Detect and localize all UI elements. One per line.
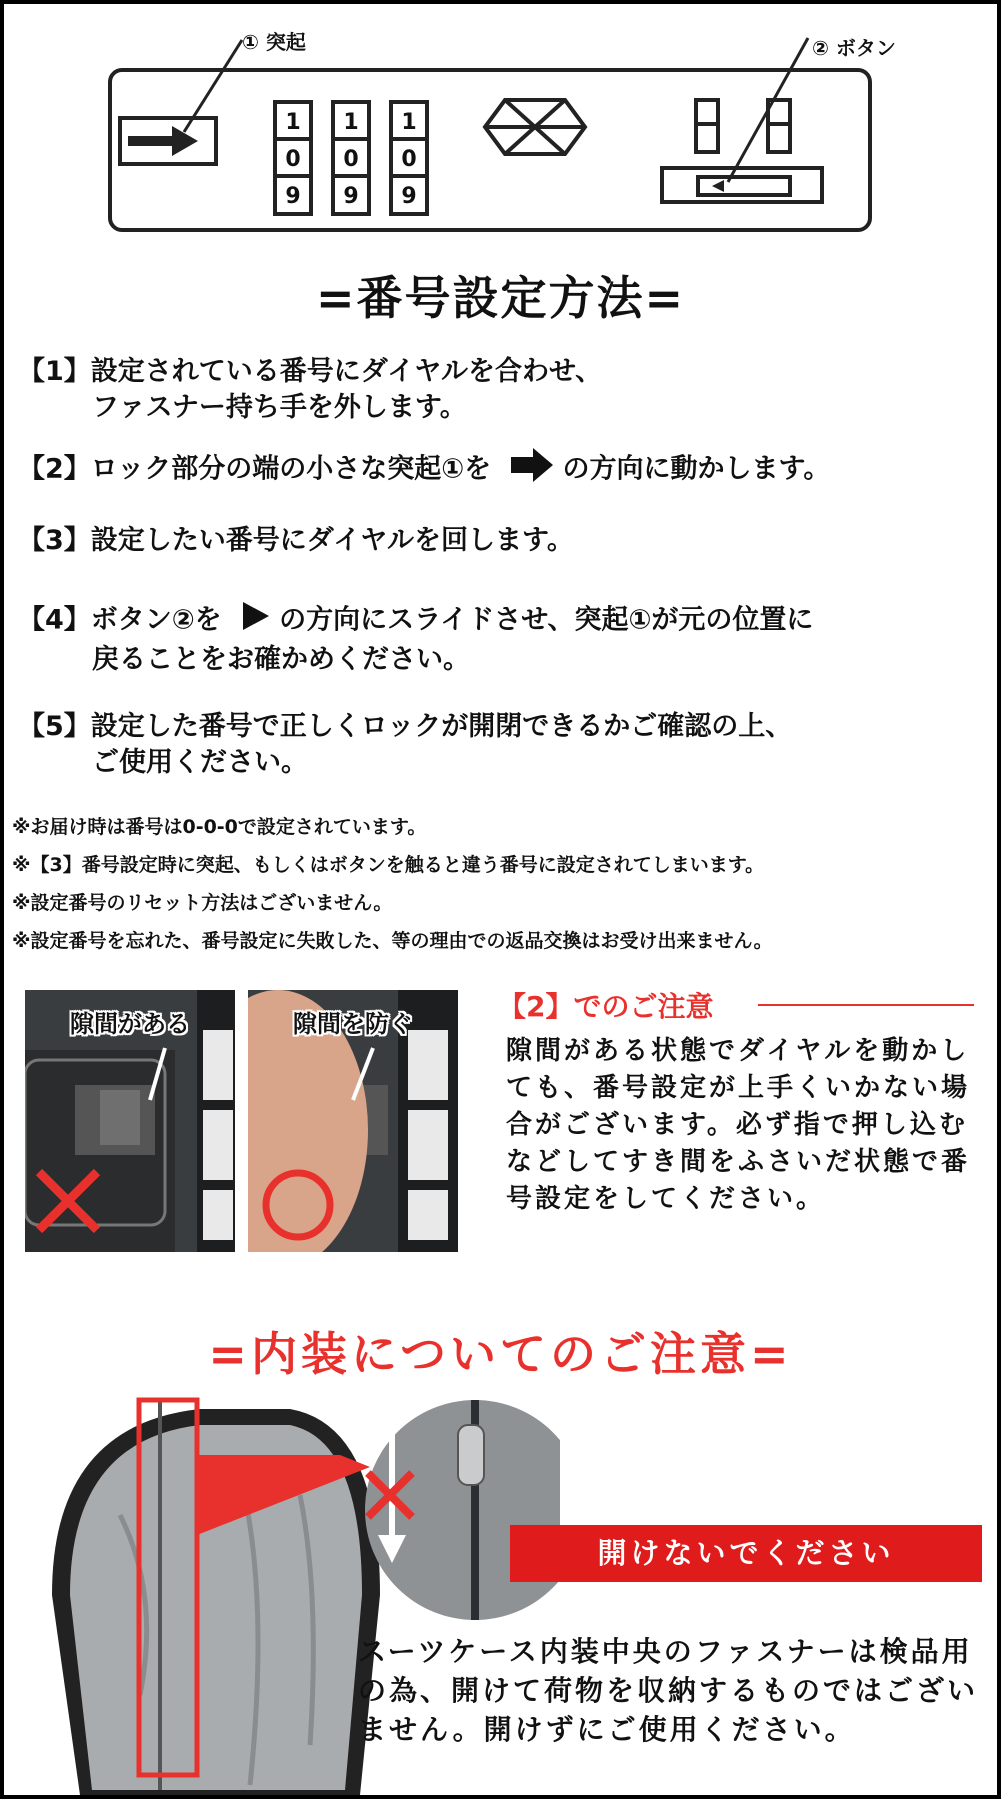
prevent-gap-label: 隙間を防ぐ	[293, 1010, 413, 1038]
step-3-line1: 設定したい番号にダイヤルを回します。	[90, 525, 574, 556]
dial-1-mid: 0	[285, 147, 301, 172]
step-1-line1: 設定されている番号にダイヤルを合わせ、	[90, 356, 603, 387]
dial-1-top: 1	[285, 110, 301, 135]
step-5-number: 【5】	[18, 711, 91, 742]
interior-title: =内装についてのご注意=	[208, 1327, 793, 1381]
note-2: ※【3】番号設定時に突起、もしくはボタンを触ると違う番号に設定されてしまいます。	[12, 854, 765, 876]
photo-gap-good	[248, 990, 458, 1252]
lock-diagram-drawing	[100, 20, 900, 240]
caution-divider	[758, 1004, 974, 1006]
step-1-number: 【1】	[18, 356, 91, 387]
step-4	[18, 600, 813, 678]
play-triangle-icon	[239, 600, 271, 642]
note-1: ※お届け時は番号は0-0-0で設定されています。	[12, 816, 427, 838]
photo-gap-bad	[25, 990, 235, 1252]
step-5	[18, 709, 792, 781]
dial-3-top: 1	[401, 110, 417, 135]
page-title: =番号設定方法=	[315, 271, 686, 325]
step-4-number: 【4】	[18, 604, 91, 636]
step-2-text-after: の方向に動かします。	[562, 453, 831, 485]
step-3	[18, 523, 574, 559]
step-4-line2: 戻ることをお確かめください。	[92, 644, 470, 675]
lock-diagram	[100, 20, 900, 240]
button-label: ② ボタン	[812, 36, 896, 60]
dial-2-bottom: 9	[343, 184, 359, 209]
note-3: ※設定番号のリセット方法はございません。	[12, 892, 393, 914]
dial-3-mid: 0	[401, 147, 417, 172]
interior-description: スーツケース内装中央のファスナーは検品用の為、開けて荷物を収納するものではございません。開けずにご使用ください。	[358, 1635, 979, 1746]
protrusion-label: ① 突起	[242, 30, 306, 54]
step-5-line2: ご使用ください。	[92, 747, 308, 778]
dial-1-bottom: 9	[285, 184, 301, 209]
step-1-line2: ファスナー持ち手を外します。	[92, 392, 467, 423]
do-not-open-banner: 開けないでください	[510, 1525, 982, 1582]
note-4: ※設定番号を忘れた、番号設定に失敗した、等の理由での返品交換はお受け出来ません。	[12, 930, 773, 952]
caution-body: 隙間がある状態でダイヤルを動かしても、番号設定が上手くいかない場合がございます。必ず指で押し込むなどしてすき間をふさいだ状態で番号設定をしてください。	[506, 1036, 971, 1214]
dial-3-bottom: 9	[401, 184, 417, 209]
step-1	[18, 354, 602, 426]
step-4-text-after: の方向にスライドさせ、突起①が元の位置に	[279, 604, 814, 636]
caution-heading: 【2】でのご注意	[498, 990, 714, 1023]
step-5-line1: 設定した番号で正しくロックが開閉できるかご確認の上、	[90, 711, 793, 742]
step-4-text-before: ボタン②を	[90, 604, 222, 636]
step-2-number: 【2】	[18, 453, 91, 485]
dial-2-mid: 0	[343, 147, 359, 172]
step-3-number: 【3】	[18, 525, 91, 556]
gap-exists-label: 隙間がある	[70, 1010, 190, 1038]
right-arrow-icon	[509, 447, 555, 493]
dial-2-top: 1	[343, 110, 359, 135]
step-2-text-before: ロック部分の端の小さな突起①を	[90, 453, 492, 485]
step-2	[18, 447, 830, 493]
